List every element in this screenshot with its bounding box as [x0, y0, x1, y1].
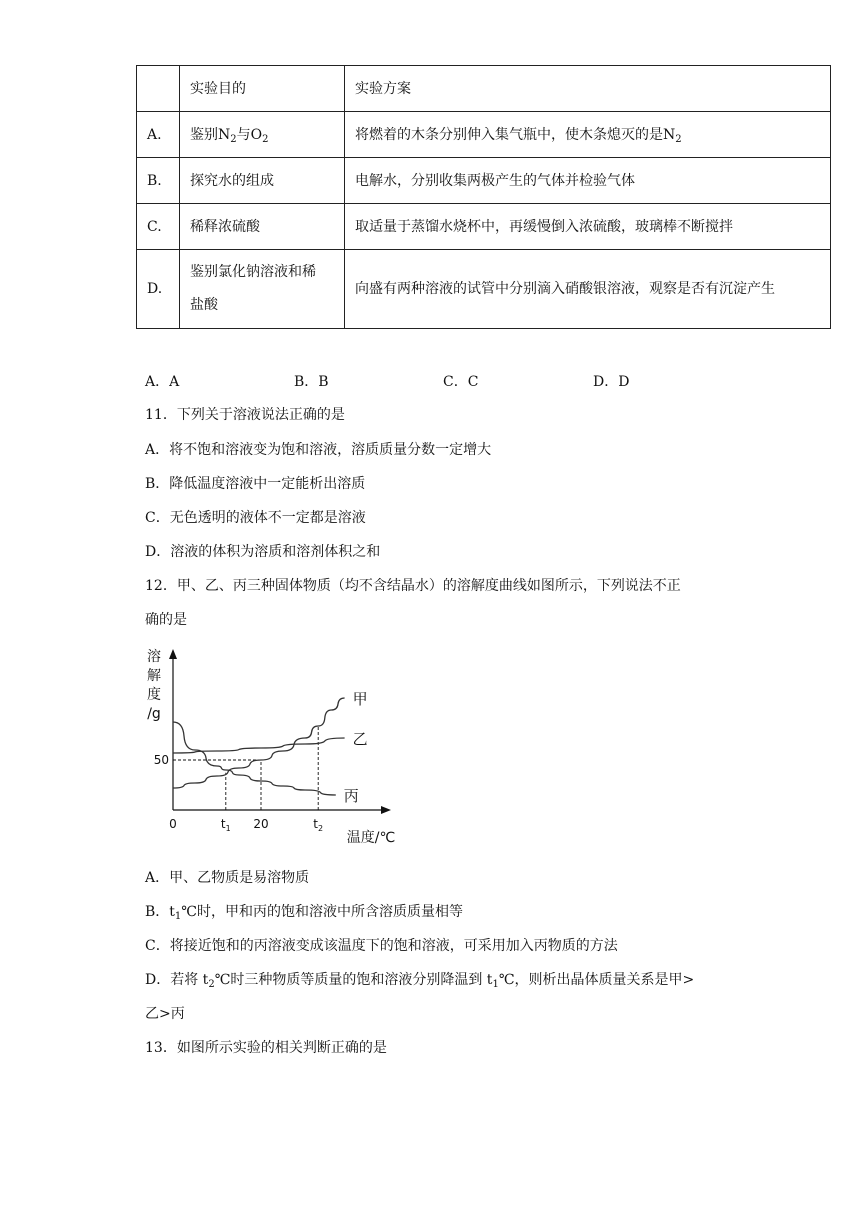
- row-plan: 取适量于蒸馏水烧杯中，再缓慢倒入浓硫酸，玻璃棒不断搅拌: [345, 204, 831, 250]
- y-tick-label: 50: [153, 753, 169, 767]
- y-axis-label-char: 溶: [147, 649, 161, 665]
- q10-option-a: A．A: [145, 374, 180, 390]
- q10-option-b: B．B: [294, 374, 329, 390]
- table-row: [137, 250, 831, 329]
- q12-option-d-line2: 乙>丙: [145, 1006, 185, 1022]
- q10-option-c: C．C: [443, 374, 479, 390]
- row-label: B.: [137, 158, 180, 204]
- series-label-1: 乙: [352, 730, 368, 748]
- q12-option-a: A．甲、乙物质是易溶物质: [145, 870, 310, 886]
- q11-option-d: D．溶液的体积为溶质和溶剂体积之和: [145, 544, 381, 560]
- q10-option-d: D．D: [593, 374, 630, 390]
- row-label: A.: [137, 112, 180, 158]
- q11-stem: 11．下列关于溶液说法正确的是: [145, 407, 345, 423]
- x-tick-label: $t_2$: [313, 817, 324, 833]
- chart-curves: [173, 698, 345, 795]
- q11-option-a: A．将不饱和溶液变为饱和溶液，溶质质量分数一定增大: [145, 442, 492, 458]
- solubility-chart: [140, 645, 396, 846]
- q11-option-b: B．降低温度溶液中一定能析出溶质: [145, 476, 366, 492]
- y-axis-label-char: /g: [147, 706, 161, 722]
- q12-stem-line1: 12．甲、乙、丙三种固体物质（均不含结晶水）的溶解度曲线如图所示，下列说法不正: [145, 578, 681, 594]
- experiment-table: [136, 65, 831, 329]
- row-label: D.: [137, 250, 180, 329]
- series-label-2: 丙: [343, 787, 359, 805]
- y-axis-label-char: 度: [147, 687, 161, 703]
- header-cell-goal: 实验目的: [180, 66, 345, 112]
- row-label: C.: [137, 204, 180, 250]
- row-plan: 电解水，分别收集两极产生的气体并检验气体: [345, 158, 831, 204]
- row-goal: 鉴别氯化钠溶液和稀 盐酸: [180, 250, 345, 329]
- y-axis-label-char: 解: [147, 668, 161, 684]
- table-row: [137, 204, 831, 250]
- q11-option-c: C．无色透明的液体不一定都是溶液: [145, 510, 366, 526]
- q12-option-c: C．将接近饱和的丙溶液变成该温度下的饱和溶液，可采用加入丙物质的方法: [145, 938, 618, 954]
- chart-labels: [147, 648, 395, 846]
- table-header-row: [137, 66, 831, 112]
- row-goal: 探究水的组成: [180, 158, 345, 204]
- row-plan: 向盛有两种溶液的试管中分别滴入硝酸银溶液，观察是否有沉淀产生: [345, 250, 831, 329]
- series-label-0: 甲: [352, 690, 368, 708]
- x-axis-label: 温度/℃: [346, 830, 396, 846]
- q12-stem-line2: 确的是: [145, 612, 187, 628]
- table-row: [137, 112, 831, 158]
- row-goal: 稀释浓硫酸: [180, 204, 345, 250]
- x-tick-label: 20: [253, 817, 269, 831]
- y-axis-arrow: [169, 649, 177, 659]
- q12-option-b: B．$t_1℃$时，甲和丙的饱和溶液中所含溶质质量相等: [145, 904, 463, 922]
- table-row: [137, 158, 831, 204]
- row-plan: 将燃着的木条分别伸入集气瓶中，使木条熄灭的是$N_2$: [345, 112, 831, 158]
- x-tick-label: $t_1$: [220, 817, 231, 833]
- header-cell-label: [137, 66, 180, 112]
- q13-stem: 13．如图所示实验的相关判断正确的是: [145, 1040, 387, 1056]
- header-cell-plan: 实验方案: [345, 66, 831, 112]
- q12-option-d: D．若将 $t_2℃$时三种物质等质量的饱和溶液分别降温到 $t_1℃$，则析出晶体质量关系是甲>: [145, 972, 695, 990]
- chart-guides: [173, 726, 318, 810]
- x-axis-arrow: [381, 806, 391, 814]
- origin-label: 0: [169, 817, 177, 831]
- row-goal: 鉴别$N_2$与$O_2$: [180, 112, 345, 158]
